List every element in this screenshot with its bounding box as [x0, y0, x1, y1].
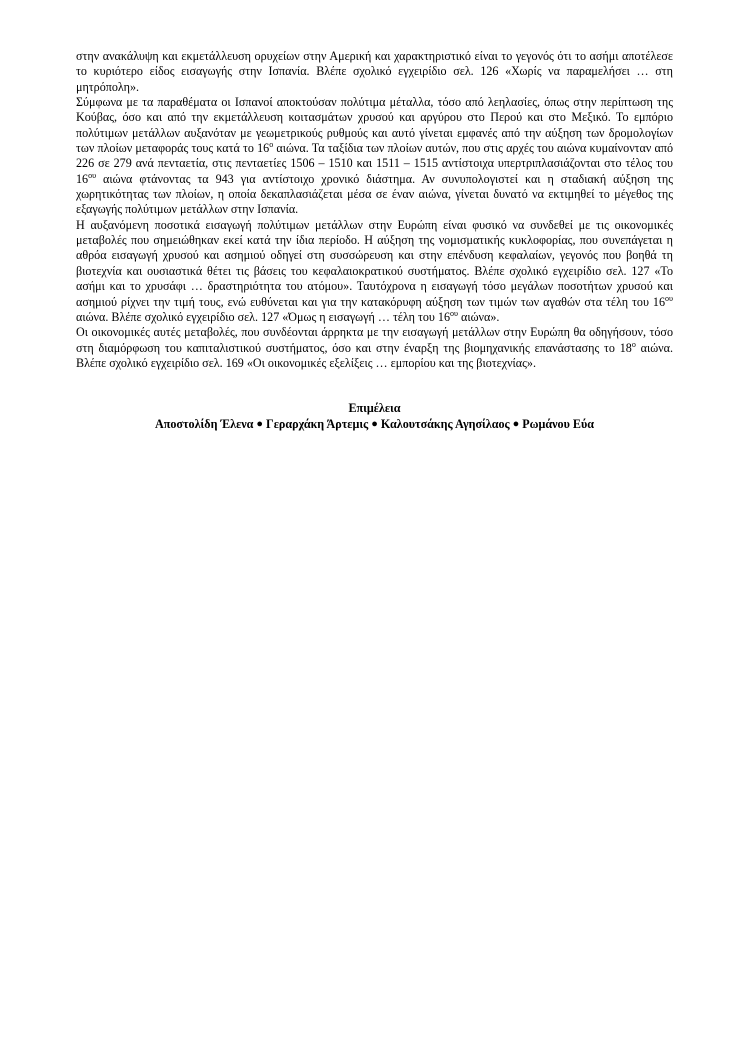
paragraph-4 — [76, 325, 673, 371]
paragraph-2-text-part-3: αιώνα φτάνοντας τα 943 για αντίστοιχο χρονικό διάστημα. Αν συνυπολογιστεί και η σταδιακή αύξηση της χωρητικότητας των πλοίων, η οποία δεκαπλασιάζεται μέσα σε έναν αιώνα, γίνεται δυνατό να εκτιμηθεί το μέγεθος της εξαγωγής πολύτιμων μετάλλων στην Ισπανία. — [76, 171, 673, 217]
credits-separator-dot: ● — [371, 417, 378, 430]
credits-names — [76, 417, 673, 432]
credits-title: Επιμέλεια — [348, 401, 401, 416]
credits-name: Καλουτσάκης Αγησίλαος — [380, 416, 510, 431]
credits-name: Γεραρχάκη Άρτεμις — [266, 416, 369, 431]
paragraph-1-text: στην ανακάλυψη και εκμετάλλευση ορυχείων στην Αμερική και χαρακτηριστικό είναι το γεγονός ότι το ασήμι αποτέλεσε το κυριότερο είδος εισαγωγής στην Ισπανία. Βλέπε σχολικό εγχειρίδιο σελ. 126 «Χωρίς να παραμελήσει … στη μητρόπολη». — [76, 49, 673, 94]
paragraph-4-text-part-1: Οι οικονομικές αυτές μεταβολές, που συνδέονται άρρηκτα με την εισαγωγή μετάλλων στην Ευρώπη θα οδηγήσουν, τόσο στη διαμόρφωση του καπιταλιστικού συστήματος, όσο και στην έναρξη της βιομηχανικής επανάστασης το 18 — [76, 325, 673, 355]
credits-name: Ρωμάνου Εύα — [522, 416, 594, 431]
ordinal-superscript-16o: ο — [269, 140, 274, 150]
credits-block — [76, 401, 673, 432]
credits-separator-dot: ● — [512, 417, 520, 430]
paragraph-3-text-part-2: αιώνα. Βλέπε σχολικό εγχειρίδιο σελ. 127 «Όμως η εισαγωγή … τέλη του 16 — [76, 309, 451, 324]
ordinal-superscript-18o: ο — [631, 339, 636, 349]
ordinal-superscript-16ou-b: ου — [665, 293, 673, 303]
ordinal-superscript-16ou: ου — [88, 170, 97, 180]
paragraph-3 — [76, 218, 673, 325]
paragraph-3-text-part-1: Η αυξανόμενη ποσοτικά εισαγωγή πολύτιμων μετάλλων στην Ευρώπη είναι φυσικό να συνδεθεί με τις οικονομικές μεταβολές που σημειώθηκαν εκεί κατά την ίδια περίοδο. Η αύξηση της νομισματικής κυκλοφορίας, που συνεπάγεται η αθρόα εισαγωγή χρυσού και ασημιού οδηγεί στη συσσώρευση και στην επένδυση κεφαλαίων, γεγονός που βοηθά τη βιοτεχνία και ουσιαστικά θέτει τις βάσεις του κεφαλαιοκρατικού συστήματος. Βλέπε σχολικό εγχειρίδιο σελ. 127 «Το ασήμι και το χρυσάφι … δραστηριότητα του ατόμου». Ταυτόχρονα η εισαγωγή τόσο μεγάλων ποσοτήτων χρυσού και ασημιού ρίχνει την τιμή τους, ενώ ευθύνεται και για την κατακόρυφη αύξηση των τιμών των αγαθών στα τέλη του 16 — [76, 217, 673, 309]
paragraph-2-text-part-1: Σύμφωνα με τα παραθέματα οι Ισπανοί αποκτούσαν πολύτιμα μέταλλα, τόσο από λεηλασίες, όπως στην περίπτωση της Κούβας, όσο και από την εκμετάλλευση κοιτασμάτων χρυσού και αργύρου στο Περού και στο Μεξικό. Το εμπόριο πολύτιμων μετάλλων αυξανόταν με γεωμετρικούς ρυθμούς και αυτό γίνεται εμφανές από την αύξηση των δρομολογίων των πλοίων μεταφοράς τους κατά το 16 — [76, 95, 673, 156]
paragraph-2-text-part-2: αιώνα. Τα ταξίδια των πλοίων αυτών, που στις αρχές του αιώνα κυμαίνονταν από 226 σε 279 ανά πενταετία, στις πενταετίες 1506 – 1510 και 1511 – 1515 αντίστοιχα υπερτριπλασιάζονται στο τέλος του 16 — [76, 141, 673, 186]
paragraph-2 — [76, 95, 673, 218]
paragraph-4-text-part-2: αιώνα. Βλέπε σχολικό εγχειρίδιο σελ. 169 «Οι οικονομικές εξελίξεις … εμπορίου και της βιοτεχνίας». — [76, 340, 673, 370]
document-body — [76, 49, 673, 432]
credits-separator-dot: ● — [256, 417, 264, 430]
paragraph-3-text-part-3: αιώνα». — [457, 309, 500, 324]
credits-name: Αποστολίδη Έλενα — [155, 416, 254, 431]
paragraph-1 — [76, 49, 673, 95]
ordinal-superscript-16ou-c: ου — [450, 308, 458, 318]
